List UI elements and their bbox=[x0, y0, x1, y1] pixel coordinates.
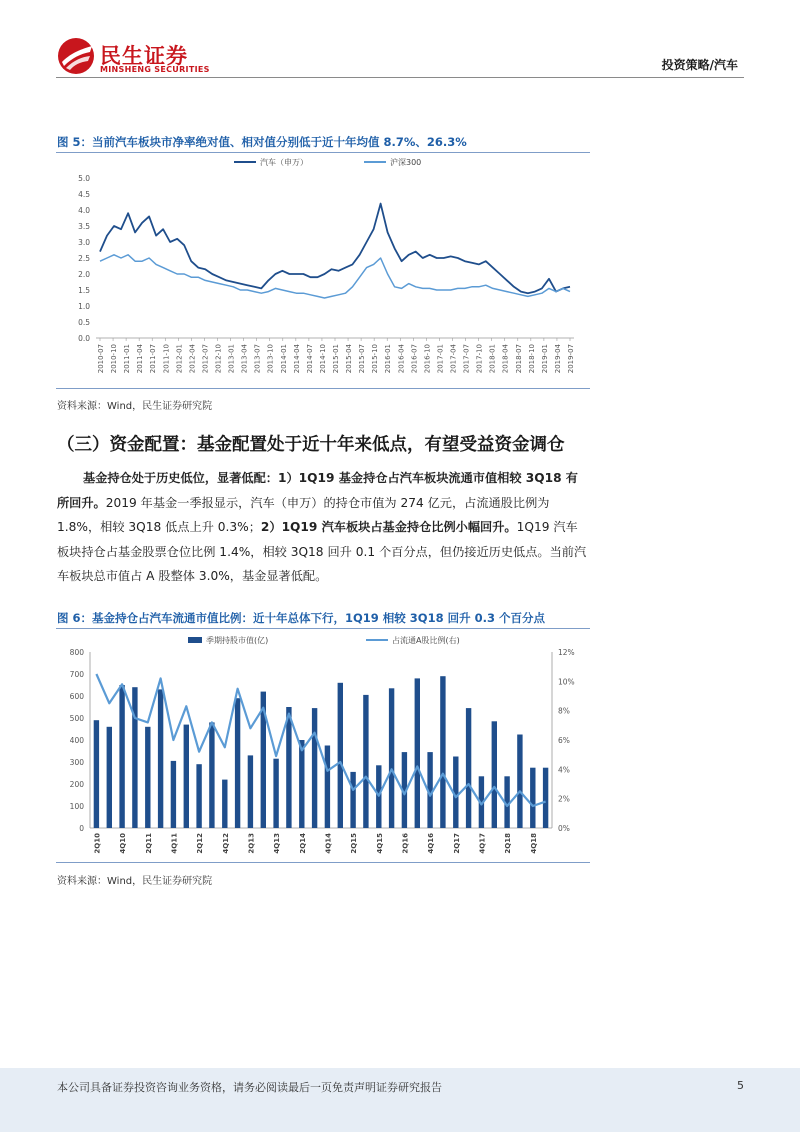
x-tick-label: 2011-01 bbox=[123, 344, 132, 374]
x-tick-label: 4Q14 bbox=[324, 833, 333, 854]
x-tick-label: 2017-04 bbox=[449, 344, 458, 374]
bar-1Q14 bbox=[286, 707, 291, 828]
x-tick-label: 2013-01 bbox=[227, 344, 236, 374]
x-tick-label: 2012-10 bbox=[214, 344, 223, 374]
paragraph-text-2: 1Q19 汽车板块持仓占基金股票仓位比例 1.4%，相较 3Q18 回升 0.1 个百分点，但仍接近历史低点。当前汽车板块总市值占 A 股整体 3.0%，基金显著低配。 bbox=[57, 520, 587, 583]
x-tick-label: 4Q17 bbox=[478, 833, 487, 854]
y-left-tick-label: 500 bbox=[69, 714, 84, 723]
series-line-1 bbox=[100, 255, 570, 298]
y-left-tick-label: 200 bbox=[69, 780, 84, 789]
paragraph-text-1: 2019 年基金一季报显示，汽车（申万）的持仓市值为 274 亿元，占流通股比例为 1.8%，相较 3Q18 低点上升 0.3%； bbox=[57, 495, 550, 534]
y-tick-label: 3.0 bbox=[78, 238, 90, 247]
bar-2Q14 bbox=[299, 740, 304, 828]
y-tick-label: 4.5 bbox=[78, 190, 90, 199]
x-tick-label: 2015-04 bbox=[345, 344, 354, 374]
y-left-tick-label: 100 bbox=[69, 802, 84, 811]
page-number: 5 bbox=[737, 1079, 744, 1092]
bar-3Q17 bbox=[466, 708, 471, 828]
y-tick-label: 5.0 bbox=[78, 174, 90, 183]
paragraph-bold-1: 基金持仓处于历史低位，显著低配：1）1Q19 基金持仓占汽车板块流通市值相较 3Q18 有所回升。 bbox=[57, 471, 578, 510]
x-tick-label: 2Q16 bbox=[401, 833, 410, 854]
bar-3Q12 bbox=[209, 722, 214, 828]
figure6-source: 资料来源：Wind，民生证券研究院 bbox=[57, 876, 213, 887]
x-tick-label: 2014-10 bbox=[318, 344, 327, 374]
figure5-bottom-rule bbox=[56, 388, 590, 389]
figure6-title-rule bbox=[56, 628, 590, 629]
x-tick-label: 2014-07 bbox=[305, 344, 314, 374]
x-tick-label: 2010-10 bbox=[110, 344, 119, 374]
x-tick-label: 2Q17 bbox=[452, 833, 461, 854]
x-tick-label: 2018-07 bbox=[514, 344, 523, 374]
bar-3Q18 bbox=[517, 735, 522, 829]
bar-2Q11 bbox=[145, 727, 150, 828]
y-tick-label: 1.5 bbox=[78, 286, 90, 295]
y-tick-label: 0.0 bbox=[78, 334, 90, 343]
x-tick-label: 2Q11 bbox=[144, 833, 153, 854]
x-tick-label: 2Q14 bbox=[298, 833, 307, 854]
bar-3Q10 bbox=[107, 727, 112, 828]
x-tick-label: 2019-04 bbox=[553, 344, 562, 374]
y-right-tick-label: 12% bbox=[558, 648, 575, 657]
y-tick-label: 3.5 bbox=[78, 222, 90, 231]
x-tick-label: 4Q16 bbox=[427, 833, 436, 854]
bar-1Q18 bbox=[492, 721, 497, 828]
x-tick-label: 2014-01 bbox=[279, 344, 288, 374]
bar-1Q19 bbox=[543, 768, 548, 828]
x-tick-label: 4Q15 bbox=[375, 833, 384, 854]
report-category: 投资策略/汽车 bbox=[661, 58, 738, 72]
y-tick-label: 2.5 bbox=[78, 254, 90, 263]
y-left-tick-label: 0 bbox=[79, 824, 84, 833]
x-tick-label: 2018-01 bbox=[488, 344, 497, 374]
figure5-source: 资料来源：Wind，民生证券研究院 bbox=[57, 401, 213, 412]
x-tick-label: 2013-07 bbox=[253, 344, 262, 374]
figure5-title: 图 5：当前汽车板块市净率绝对值、相对值分别低于近十年均值 8.7%、26.3% bbox=[57, 135, 467, 149]
y-right-tick-label: 6% bbox=[558, 736, 570, 745]
x-tick-label: 2Q13 bbox=[247, 833, 256, 854]
header-divider bbox=[56, 77, 744, 78]
series-line-0 bbox=[100, 204, 570, 294]
bar-4Q13 bbox=[273, 759, 278, 828]
y-right-tick-label: 0% bbox=[558, 824, 570, 833]
bar-2Q10 bbox=[94, 720, 99, 828]
x-tick-label: 2013-04 bbox=[240, 344, 249, 374]
bar-1Q13 bbox=[235, 698, 240, 828]
x-tick-label: 2011-04 bbox=[136, 344, 145, 374]
brand-logo-mark-icon bbox=[56, 36, 96, 76]
x-tick-label: 4Q10 bbox=[119, 833, 128, 854]
x-tick-label: 2012-07 bbox=[201, 344, 210, 374]
x-tick-label: 2013-10 bbox=[266, 344, 275, 374]
x-tick-label: 2016-07 bbox=[410, 344, 419, 374]
x-tick-label: 2019-07 bbox=[567, 344, 575, 374]
x-tick-label: 4Q11 bbox=[170, 833, 179, 854]
x-tick-label: 2017-01 bbox=[436, 344, 445, 374]
y-tick-label: 4.0 bbox=[78, 206, 90, 215]
figure6-bar-line-chart bbox=[56, 632, 590, 860]
bar-2Q15 bbox=[350, 772, 355, 828]
bar-4Q14 bbox=[325, 746, 330, 829]
y-left-tick-label: 400 bbox=[69, 736, 84, 745]
x-tick-label: 4Q18 bbox=[529, 833, 538, 854]
bar-2Q12 bbox=[196, 764, 201, 828]
legend-label-0: 汽车（申万） bbox=[260, 158, 308, 167]
y-tick-label: 2.0 bbox=[78, 270, 90, 279]
x-tick-label: 2Q18 bbox=[504, 833, 513, 854]
figure6-title: 图 6：基金持仓占汽车流通市值比例：近十年总体下行，1Q19 相较 3Q18 回升 0.3 个百分点 bbox=[57, 611, 545, 625]
y-right-tick-label: 10% bbox=[558, 677, 575, 687]
x-tick-label: 2010-07 bbox=[97, 344, 105, 374]
figure6-bottom-rule bbox=[56, 862, 590, 863]
x-tick-label: 2017-10 bbox=[475, 344, 484, 374]
figure5-line-chart bbox=[56, 154, 590, 386]
x-tick-label: 2015-01 bbox=[332, 344, 340, 374]
bar-1Q12 bbox=[184, 725, 189, 828]
ratio-line bbox=[96, 674, 545, 806]
y-left-tick-label: 800 bbox=[69, 648, 84, 657]
x-tick-label: 4Q12 bbox=[221, 833, 230, 854]
brand-name-cn: 民生证券 bbox=[100, 44, 188, 68]
x-tick-label: 2016-04 bbox=[397, 344, 406, 374]
bar-4Q11 bbox=[171, 761, 176, 828]
legend-label-1: 沪深300 bbox=[390, 158, 422, 167]
y-right-tick-label: 8% bbox=[558, 706, 570, 716]
x-tick-label: 2Q12 bbox=[196, 833, 205, 854]
bar-1Q17 bbox=[440, 676, 445, 828]
y-left-tick-label: 300 bbox=[69, 758, 84, 767]
x-tick-label: 2011-07 bbox=[149, 344, 158, 374]
bar-4Q12 bbox=[222, 780, 227, 828]
x-tick-label: 2017-07 bbox=[462, 344, 471, 374]
x-tick-label: 2018-04 bbox=[501, 344, 510, 374]
x-tick-label: 2Q10 bbox=[93, 833, 102, 854]
x-tick-label: 2015-10 bbox=[371, 344, 380, 374]
bar-3Q11 bbox=[158, 689, 163, 828]
y-right-tick-label: 4% bbox=[558, 765, 570, 775]
bar-3Q15 bbox=[363, 695, 368, 828]
x-tick-label: 2014-04 bbox=[292, 344, 301, 374]
x-tick-label: 2019-01 bbox=[540, 344, 549, 374]
paragraph-bold-2: 2）1Q19 汽车板块占基金持仓比例小幅回升。 bbox=[260, 520, 517, 534]
x-tick-label: 2Q15 bbox=[350, 833, 359, 854]
x-tick-label: 4Q13 bbox=[273, 833, 282, 854]
y-tick-label: 0.5 bbox=[78, 318, 90, 327]
y-left-tick-label: 600 bbox=[69, 692, 84, 701]
legend-label-line: 占流通A股比例(右) bbox=[392, 636, 460, 645]
x-tick-label: 2016-01 bbox=[384, 344, 393, 374]
bar-1Q15 bbox=[338, 683, 343, 828]
x-tick-label: 2015-07 bbox=[358, 344, 367, 374]
body-paragraph bbox=[57, 466, 587, 589]
x-tick-label: 2012-04 bbox=[188, 344, 197, 374]
bar-3Q14 bbox=[312, 708, 317, 828]
bar-1Q11 bbox=[132, 687, 137, 828]
legend-label-bar: 季期持股市值(亿) bbox=[206, 636, 269, 645]
brand-name-en: MINSHENG SECURITIES bbox=[100, 65, 210, 74]
legend-swatch-bar bbox=[188, 637, 202, 643]
bar-4Q18 bbox=[530, 768, 535, 828]
y-tick-label: 1.0 bbox=[78, 302, 90, 311]
bar-4Q10 bbox=[119, 685, 124, 828]
y-right-tick-label: 2% bbox=[558, 794, 570, 804]
bar-2Q13 bbox=[248, 755, 253, 828]
brand-logo bbox=[56, 36, 216, 78]
section-heading: （三）资金配置：基金配置处于近十年来低点，有望受益资金调仓 bbox=[57, 435, 565, 455]
bar-3Q16 bbox=[415, 678, 420, 828]
footer-disclaimer: 本公司具备证券投资咨询业务资格，请务必阅读最后一页免责声明证券研究报告 bbox=[57, 1081, 442, 1094]
x-tick-label: 2012-01 bbox=[175, 344, 184, 374]
y-left-tick-label: 700 bbox=[69, 670, 84, 679]
figure5-title-rule bbox=[56, 152, 590, 153]
x-tick-label: 2011-10 bbox=[162, 344, 171, 374]
footer-band bbox=[0, 1068, 800, 1132]
x-tick-label: 2018-10 bbox=[527, 344, 536, 374]
bar-1Q16 bbox=[389, 688, 394, 828]
x-tick-label: 2016-10 bbox=[423, 344, 432, 374]
